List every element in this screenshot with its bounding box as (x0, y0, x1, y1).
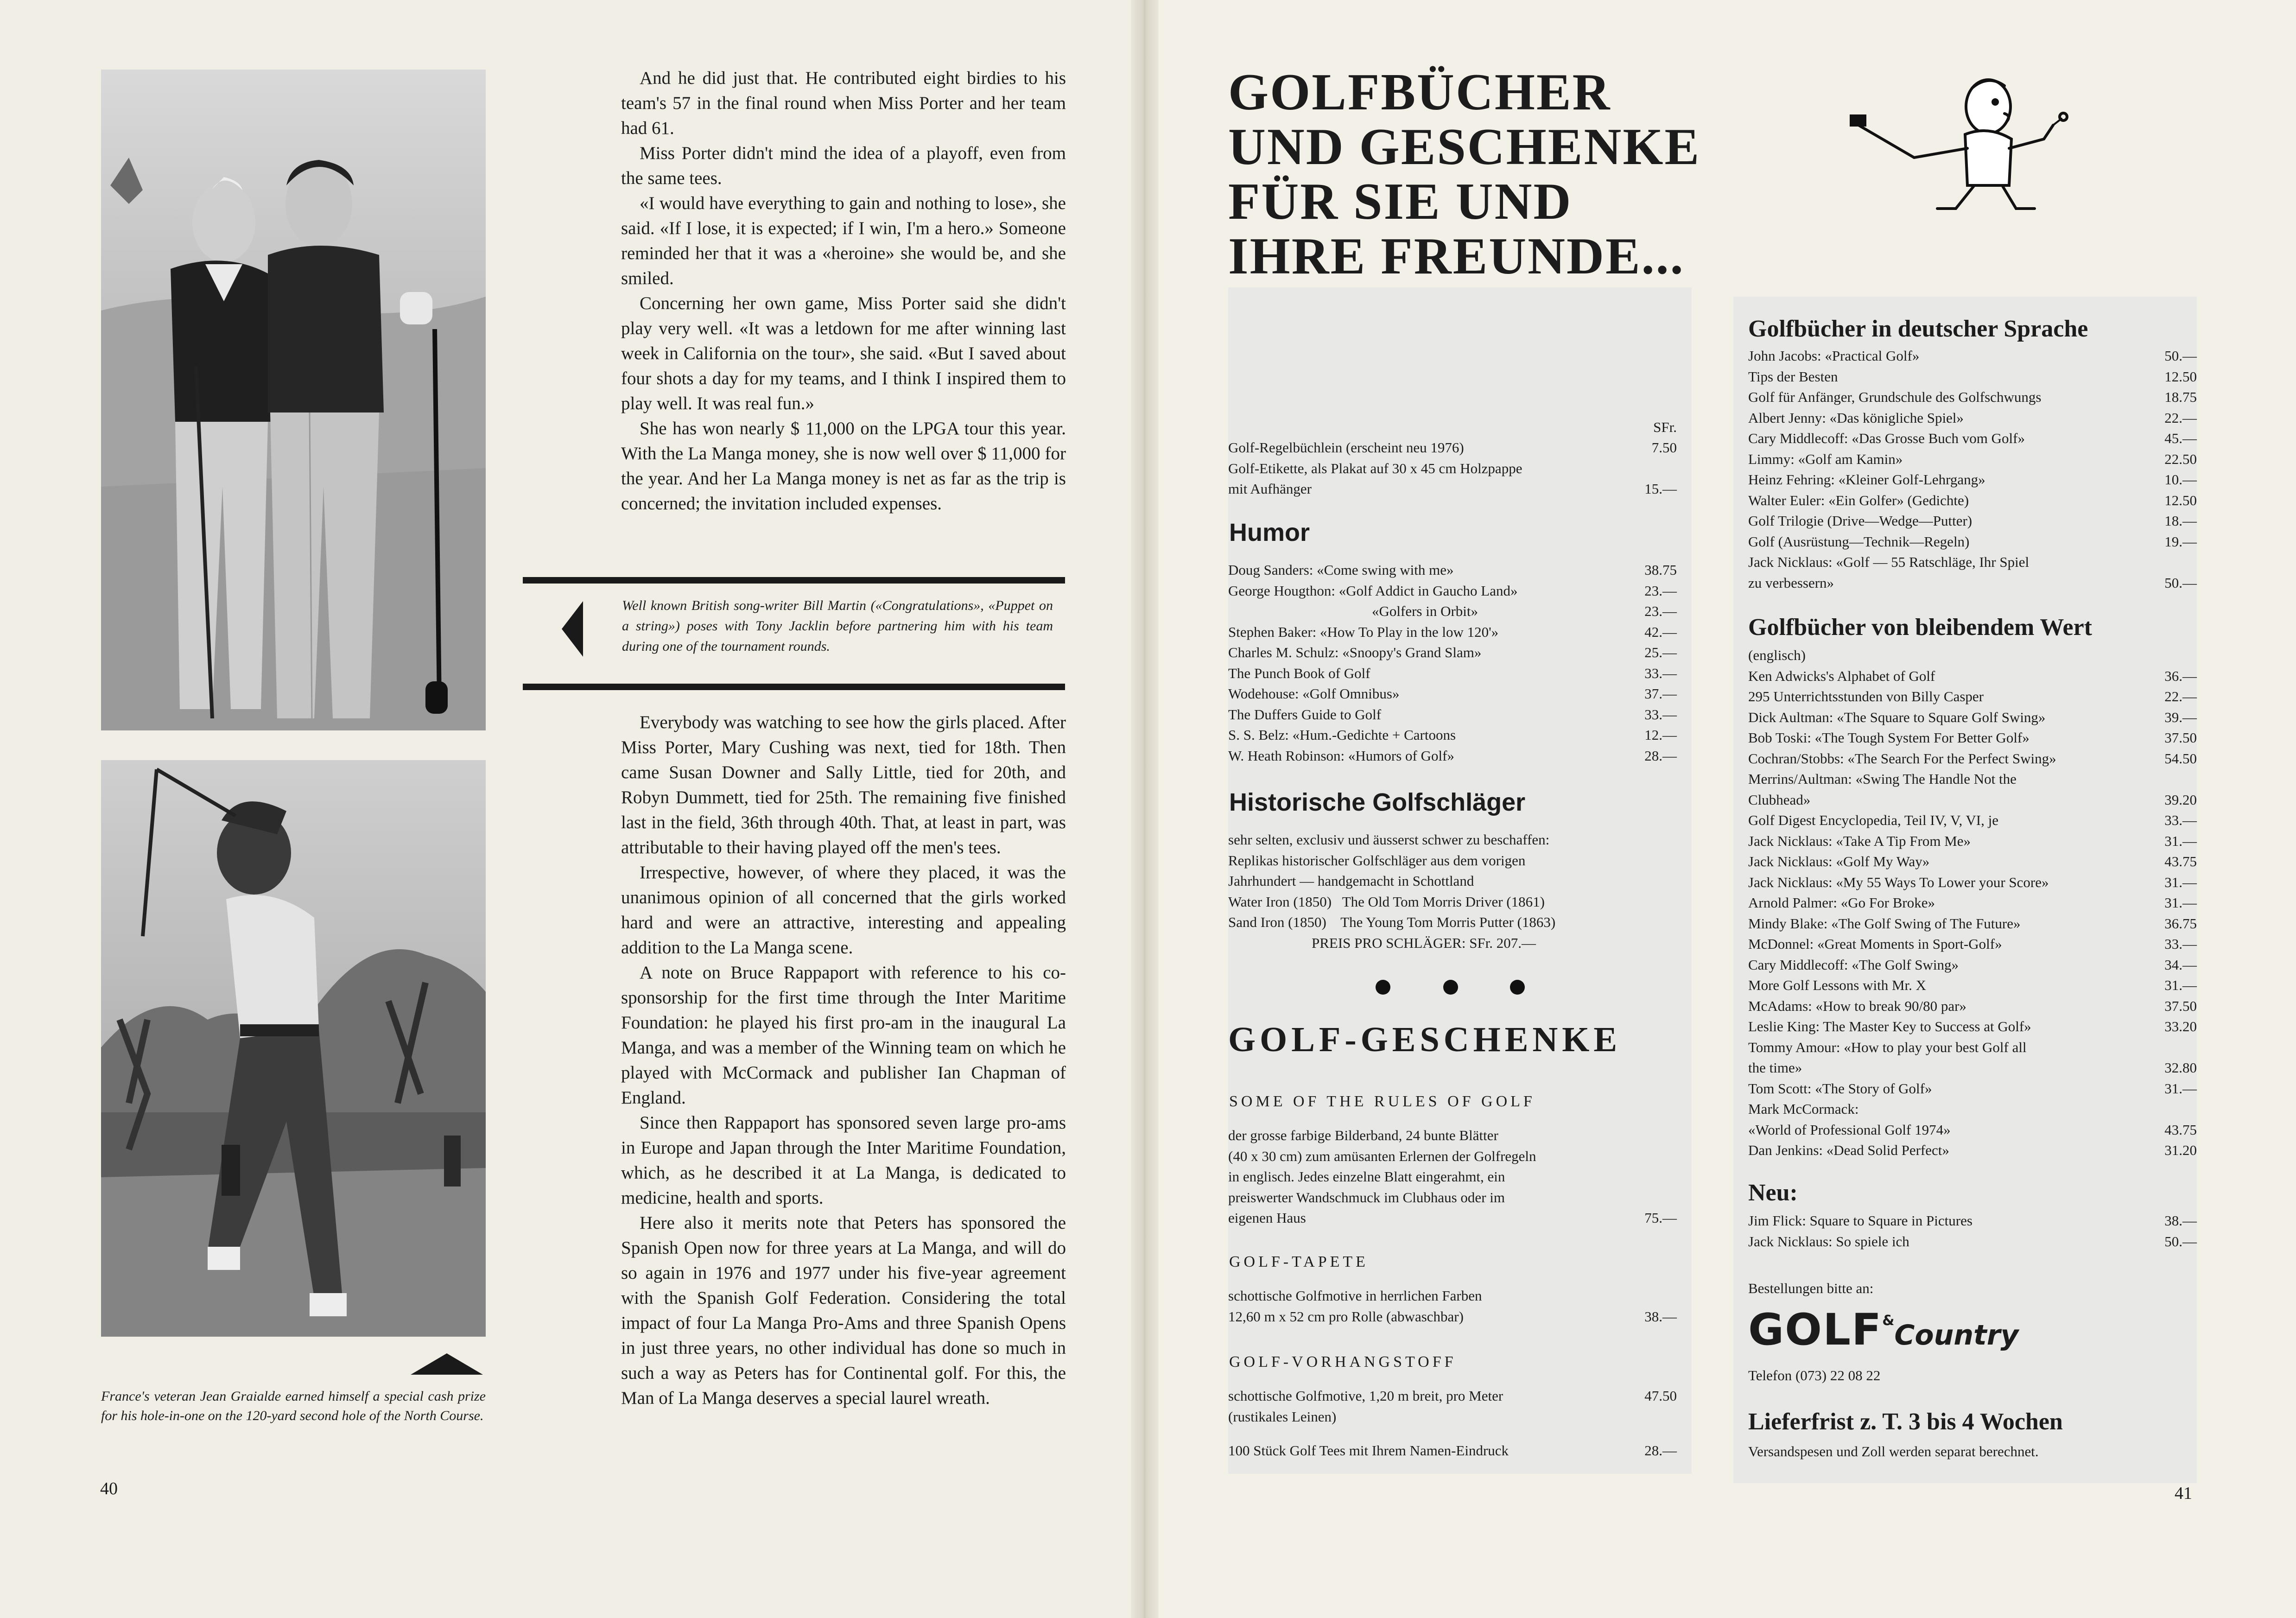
article-paragraph: «I would have everything to gain and nothing to lose», she said. «If I lose, it is expected; if I win, I'm a hero.» Someone reminded her that it was a «heroine» she would be, and she smiled. (621, 193, 1066, 288)
list-item: The Punch Book of Golf 33.— (1228, 665, 1677, 681)
headline-line: IHRE FREUNDE... (1228, 228, 1685, 285)
list-item: Tips der Besten 12.50 (1748, 368, 2197, 385)
tees-item (1228, 1440, 1677, 1461)
text-line: Replikas historischer Golfschläger aus dem vorigen (1228, 852, 1526, 869)
gifts-heading: GOLF-GESCHENKE (1228, 1020, 1622, 1059)
photo-caption: France's veteran Jean Graialde earned himself a special cash prize for his hole-in-one on the 120-yard second hole of the North Course. (101, 1389, 486, 1423)
list-item: Jack Nicklaus: «Take A Tip From Me» 31.— (1748, 832, 2197, 849)
list-item: Dan Jenkins: «Dead Solid Perfect» 31.20 (1748, 1142, 2197, 1158)
list-item: Golf (Ausrüstung—Technik—Regeln) 19.— (1748, 533, 2197, 550)
curtain-text (1228, 1386, 1677, 1427)
list-item: Doug Sanders: «Come swing with me» 38.75 (1228, 562, 1677, 578)
list-item: Mark McCormack: (1748, 1101, 1859, 1117)
currency-label: SFr. (1653, 419, 1677, 435)
article-paragraph: Here also it merits note that Peters has sponsored the Spanish Open now for three years at La Manga, and will do so again in 1976 and 1977 under his five-year agreement with the Spanish Golf Federation. Considering the total impact of four La Manga Pro-Ams and three Spanish Opens in just three years, no other individual has done so much in such a way as Peters has for Continental golf. For this, the Man of La Manga deserves a special laurel wreath. (621, 1213, 1066, 1408)
new-books-list (1748, 1211, 2197, 1252)
list-item: Leslie King: The Master Key to Success at Golf» 33.20 (1748, 1018, 2197, 1034)
arrow-left-icon (562, 601, 583, 657)
english-books-list (1748, 645, 2197, 1161)
logo-golf: GOLF (1748, 1305, 1883, 1355)
text-line: in englisch. Jedes einzelne Blatt eingerahmt, ein (1228, 1168, 1505, 1185)
list-item: mit Aufhänger 15.— (1228, 481, 1677, 497)
list-item: McAdams: «How to break 90/80 par» 37.50 (1748, 997, 2197, 1014)
list-item: George Hougthon: «Golf Addict in Gaucho Land» 23.— (1228, 582, 1677, 599)
list-item: eigenen Haus 75.— (1228, 1210, 1677, 1226)
historic-clubs-text (1228, 830, 1677, 953)
german-books-heading: Golfbücher in deutscher Sprache (1748, 316, 2088, 342)
list-item: schottische Golfmotive, 1,20 m breit, pro Meter 47.50 (1228, 1388, 1677, 1404)
text-line: Jahrhundert — handgemacht in Schottland (1228, 873, 1474, 889)
list-item: Walter Euler: «Ein Golfer» (Gedichte) 12.50 (1748, 492, 2197, 508)
bullet-dot-icon (1443, 980, 1458, 995)
delivery-heading: Lieferfrist z. T. 3 bis 4 Wochen (1748, 1409, 2063, 1435)
list-item: Jack Nicklaus: So spiele ich 50.— (1748, 1233, 2197, 1250)
list-item: McDonnel: «Great Moments in Sport-Golf» 33.— (1748, 936, 2197, 952)
article-paragraph: A note on Bruce Rappaport with reference to his co-sponsorship for the first time through the Inter Maritime Foundation: he played his first pro-am in the inaugural La Manga, and was a member of the Winning team on which he played with McCormack and publisher Ian Chapman of England. (621, 963, 1066, 1108)
historic-clubs-heading: Historische Golfschläger (1229, 788, 1526, 816)
delivery-note: Versandspesen und Zoll werden separat berechnet. (1748, 1443, 2039, 1459)
pull-caption: Well known British song-writer Bill Martin («Congratulations», «Puppet on a string») poses with Tony Jacklin before partnering him with his team during one of the tournament rounds. (622, 598, 1053, 654)
article-paragraph: Miss Porter didn't mind the idea of a playoff, even from the same tees. (621, 143, 1066, 188)
rule-top (523, 577, 1065, 584)
rules-heading: SOME OF THE RULES OF GOLF (1229, 1093, 1535, 1110)
list-item: S. S. Belz: «Hum.-Gedichte + Cartoons 12.— (1228, 727, 1677, 743)
list-item: «Golfers in Orbit» 23.— (1372, 603, 1677, 619)
list-item: Jim Flick: Square to Square in Pictures 38.— (1748, 1212, 2197, 1229)
list-item: Heinz Fehring: «Kleiner Golf-Lehrgang» 10.— (1748, 471, 2197, 488)
list-item: Ken Adwicks's Alphabet of Golf 36.— (1748, 667, 2197, 684)
list-item: John Jacobs: «Practical Golf» 50.— (1748, 348, 2197, 364)
text-line: der grosse farbige Bilderband, 24 bunte Blätter (1228, 1127, 1498, 1143)
article-paragraph: Irrespective, however, of where they placed, it was the unanimous opinion of all concerned that the girls worked hard and were an attractive, interesting and appealing addition to the La Manga scene. (621, 863, 1066, 958)
headline-line: UND GESCHENKE (1228, 118, 1701, 176)
list-item: W. Heath Robinson: «Humors of Golf» 28.— (1228, 747, 1677, 764)
list-item: (englisch) (1748, 647, 1806, 663)
list-item: Golf für Anfänger, Grundschule des Golfschwungs 18.75 (1748, 389, 2197, 405)
headline-line: FÜR SIE UND (1228, 173, 1573, 230)
page-number-right: 41 (2175, 1484, 2192, 1503)
list-item: 295 Unterrichtsstunden von Billy Casper 22.— (1748, 688, 2197, 704)
golf-country-logo (1748, 1305, 2018, 1355)
german-books-list (1748, 346, 2197, 593)
text-line: preiswerter Wandschmuck im Clubhaus oder im (1228, 1189, 1505, 1206)
list-item: The Duffers Guide to Golf 33.— (1228, 706, 1677, 723)
humor-heading: Humor (1229, 519, 1310, 546)
wallpaper-text (1228, 1286, 1677, 1327)
list-item: Jack Nicklaus: «Golf My Way» 43.75 (1748, 853, 2197, 869)
list-item: the time» 32.80 (1748, 1060, 2197, 1076)
list-item: Albert Jenny: «Das königliche Spiel» 22.— (1748, 409, 2197, 426)
list-item: Limmy: «Golf am Kamin» 22.50 (1748, 451, 2197, 467)
list-item: Golf Trilogie (Drive—Wedge—Putter) 18.— (1748, 513, 2197, 529)
list-item: Cochran/Stobbs: «The Search For the Perfect Swing» 54.50 (1748, 750, 2197, 767)
article-paragraph: Concerning her own game, Miss Porter said she didn't play very well. «It was a letdown for me after winning last week in California on the tour», she said. «But I saved about four shots a day for my teams, and I think I inspired them to play well. It was real fun.» (621, 293, 1066, 413)
text-line: Sand Iron (1850) The Young Tom Morris Putter (1863) (1228, 914, 1556, 930)
humor-list (1228, 560, 1677, 766)
list-item: Arnold Palmer: «Go For Broke» 31.— (1748, 895, 2197, 911)
curtain-heading: GOLF-VORHANGSTOFF (1229, 1353, 1457, 1371)
text-line: (rustikales Leinen) (1228, 1408, 1337, 1425)
list-item: Golf Digest Encyclopedia, Teil IV, V, VI, je 33.— (1748, 812, 2197, 828)
text-line: schottische Golfmotive in herrlichen Farben (1228, 1288, 1482, 1304)
bullet-dot-icon (1510, 980, 1525, 995)
article-paragraph: Everybody was watching to see how the girls placed. After Miss Porter, Mary Cushing was next, tied for 18th. Then came Susan Downer and Sally Little, tied for 20th, and Robyn Dummett, tied for 25th. The remaining five finished last in the field, 36th through 40th. That, at least in part, was attributable to their having played off the men's tees. (621, 712, 1066, 857)
text-line: Water Iron (1850) The Old Tom Morris Driver (1861) (1228, 893, 1545, 910)
page-headline (1228, 65, 1700, 284)
list-item: Golf-Regelbüchlein (erscheint neu 1976) 7.50 (1228, 439, 1677, 456)
list-item: Merrins/Aultman: «Swing The Handle Not the (1748, 771, 2017, 787)
top-items-list (1228, 438, 1677, 500)
photo-golfers-posing (101, 70, 486, 730)
arrow-up-icon (411, 1353, 483, 1375)
article-column-top (621, 66, 1066, 516)
article-paragraph: Since then Rappaport has sponsored seven large pro-ams in Europe and Japan through the Inter Maritime Foundation, which, as he described it at La Manga, is dedicated to medicine, health and sports. (621, 1113, 1066, 1208)
text-line: sehr selten, exclusiv und äusserst schwer zu beschaffen: (1228, 831, 1550, 848)
page-gutter (1131, 0, 1159, 1618)
new-books-heading: Neu: (1748, 1180, 1798, 1206)
pull-caption-box (523, 577, 1065, 693)
wallpaper-heading: GOLF-TAPETE (1229, 1253, 1369, 1270)
list-item: Mindy Blake: «The Golf Swing of The Future» 36.75 (1748, 915, 2197, 932)
list-item: «World of Professional Golf 1974» 43.75 (1748, 1121, 2197, 1138)
list-item: zu verbessern» 50.— (1748, 574, 2197, 591)
english-books-heading: Golfbücher von bleibendem Wert (1748, 614, 2092, 641)
text-line: (40 x 30 cm) zum amüsanten Erlernen der Golfregeln (1228, 1148, 1536, 1164)
phone-number: Telefon (073) 22 08 22 (1748, 1367, 1881, 1383)
logo-ampersand: & (1882, 1313, 1895, 1329)
list-item: Dick Aultman: «The Square to Square Golf Swing» 39.— (1748, 709, 2197, 725)
list-item: 12,60 m x 52 cm pro Rolle (abwaschbar) 38.— (1228, 1308, 1677, 1325)
list-item: Cary Middlecoff: «The Golf Swing» 34.— (1748, 956, 2197, 973)
list-item: Golf-Etikette, als Plakat auf 30 x 45 cm Holzpappe (1228, 460, 1522, 476)
list-item: Wodehouse: «Golf Omnibus» 37.— (1228, 685, 1677, 702)
article-paragraph: And he did just that. He contributed eight birdies to his team's 57 in the final round when Miss Porter and her team had 61. (621, 68, 1066, 138)
list-item: More Golf Lessons with Mr. X 31.— (1748, 977, 2197, 993)
historic-price: PREIS PRO SCHLÄGER: SFr. 207.— (1312, 934, 1536, 951)
photo-golfer-swinging (101, 760, 486, 1337)
list-item: Tommy Amour: «How to play your best Golf all (1748, 1039, 2027, 1055)
list-item: Jack Nicklaus: «My 55 Ways To Lower your Score» 31.— (1748, 874, 2197, 890)
rules-text (1228, 1125, 1677, 1229)
list-item: Tom Scott: «The Story of Golf» 31.— (1748, 1080, 2197, 1097)
headline-line: GOLFBÜCHER (1228, 63, 1611, 121)
list-item: Stephen Baker: «How To Play in the low 120'» 42.— (1228, 623, 1677, 640)
bullet-dot-icon (1376, 980, 1390, 995)
rule-bottom (523, 684, 1065, 690)
page-number-left: 40 (100, 1479, 118, 1498)
list-item: Charles M. Schulz: «Snoopy's Grand Slam» 25.— (1228, 644, 1677, 660)
article-column-bottom (621, 710, 1066, 1411)
list-item: 100 Stück Golf Tees mit Ihrem Namen-Eindruck 28.— (1228, 1442, 1677, 1459)
list-item: Clubhead» 39.20 (1748, 791, 2197, 808)
logo-country: Country (1894, 1319, 2019, 1352)
list-item: Jack Nicklaus: «Golf — 55 Ratschläge, Ihr Spiel (1748, 554, 2030, 570)
order-label: Bestellungen bitte an: (1748, 1280, 1874, 1296)
list-item: Bob Toski: «The Tough System For Better Golf» 37.50 (1748, 730, 2197, 746)
article-paragraph: She has won nearly $ 11,000 on the LPGA tour this year. With the La Manga money, she is now well over $ 11,000 for the year. And her La Manga money is net as far as the trip is concerned; the invitation included expenses. (621, 419, 1066, 514)
golfer-cartoon-icon (1849, 70, 2090, 227)
list-item: Cary Middlecoff: «Das Grosse Buch vom Golf» 45.— (1748, 430, 2197, 446)
